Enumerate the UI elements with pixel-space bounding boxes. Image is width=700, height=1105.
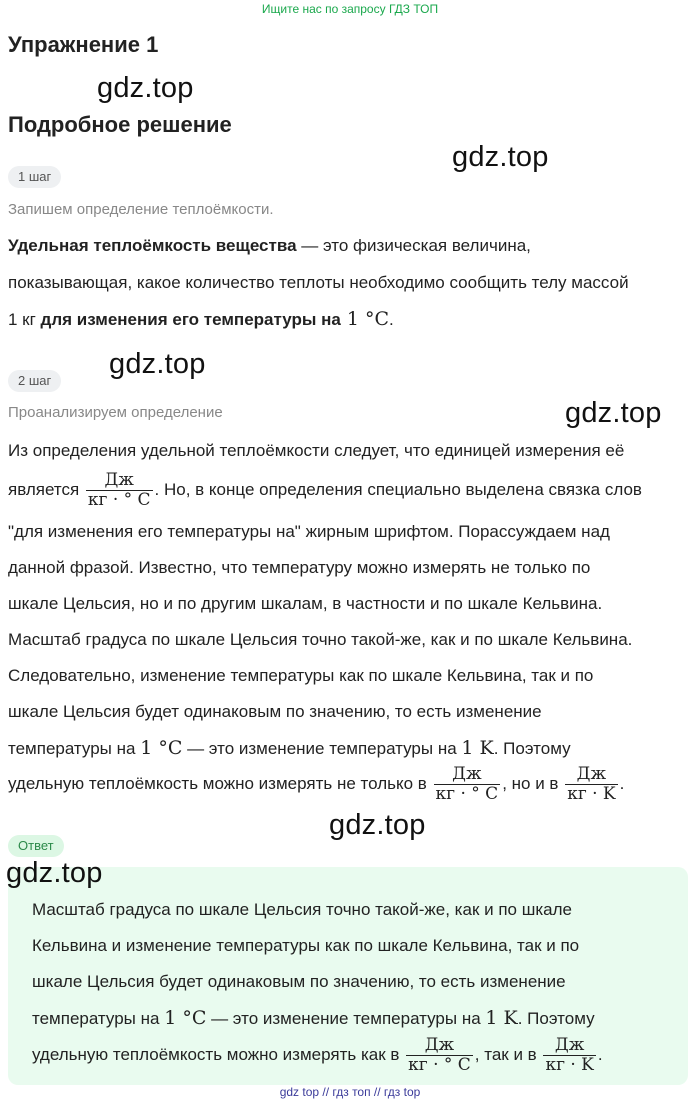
answer-line-4: [32, 1007, 595, 1030]
unit-fraction-c: [406, 1036, 473, 1075]
text: температуры на: [32, 1009, 165, 1028]
step-2-line-5: шкале Цельсия, но и по другим шкалам, в частности и по шкале Кельвина.: [8, 594, 603, 613]
text: температуры на: [8, 739, 141, 758]
step-1-line-1: [8, 235, 531, 257]
text: — это изменение температуры на: [182, 739, 462, 758]
fraction-denominator: кг · ° C: [87, 490, 151, 510]
unit-fraction-c: [86, 471, 153, 510]
fraction-denominator: кг · ° C: [435, 784, 499, 804]
watermark: gdz.top: [565, 397, 662, 429]
step-2-line-7: Следовательно, изменение температуры как по шкале Кельвина, так и по: [8, 666, 594, 685]
math-one-k: 1 K: [461, 737, 494, 759]
step-2-subtitle: Проанализируем определение: [8, 404, 223, 421]
solution-title: Подробное решение: [8, 112, 232, 137]
unit-fraction-c: [434, 765, 501, 804]
step-2-line-2: [8, 471, 642, 510]
text: .: [597, 1044, 603, 1064]
text: является: [8, 479, 84, 499]
math-one-c: 1 °C: [340, 308, 390, 330]
fraction-numerator: Дж: [452, 764, 482, 784]
step-2-chip-wrap: [8, 370, 61, 392]
math-one-k: 1 K: [485, 1007, 518, 1029]
definition-text: — это физическая величина,: [296, 236, 531, 255]
fraction-numerator: Дж: [424, 1035, 455, 1055]
text: . Поэтому: [517, 1009, 595, 1028]
step-1-line-2: показывающая, какое количество теплоты необходимо сообщить телу массой: [8, 273, 629, 292]
watermark: gdz.top: [329, 809, 426, 841]
step-2-line-8: шкале Цельсия будет одинаковым по значению, то есть изменение: [8, 702, 542, 721]
watermark: gdz.top: [97, 72, 194, 104]
step-1-line-3: [8, 308, 394, 331]
step-1-chip-wrap: [8, 166, 61, 188]
answer-line-5: [32, 1036, 603, 1075]
answer-line-2: Кельвина и изменение температуры как по шкале Кельвина, так и по: [32, 936, 580, 955]
watermark: gdz.top: [452, 141, 549, 173]
footer-links[interactable]: gdz top // гдз топ // гдз top: [279, 1085, 421, 1099]
fraction-numerator: Дж: [576, 764, 607, 784]
watermark: gdz.top: [109, 348, 206, 380]
text: удельную теплоёмкость можно измерять не только в: [8, 773, 432, 793]
answer-chip-wrap: [8, 835, 64, 857]
answer-chip: Ответ: [8, 835, 64, 857]
text: . Поэтому: [493, 739, 571, 758]
step-2-line-3: "для изменения его температуры на" жирным шрифтом. Порассуждаем над: [8, 522, 610, 541]
term-bold: Удельная теплоёмкость вещества: [8, 236, 297, 255]
fraction-numerator: Дж: [554, 1035, 585, 1055]
answer-line-3: шкале Цельсия будет одинаковым по значению, то есть изменение: [32, 972, 566, 991]
step-2-chip: 2 шаг: [8, 370, 61, 392]
search-note: Ищите нас по запросу ГДЗ ТОП: [261, 2, 439, 16]
step-2-line-9: [8, 737, 571, 760]
text: , так и в: [474, 1044, 542, 1064]
step-1-subtitle: Запишем определение теплоёмкости.: [8, 201, 274, 218]
fraction-denominator: кг · ° C: [408, 1055, 471, 1075]
step-2-line-10: [8, 765, 624, 804]
answer-line-1: Масштаб градуса по шкале Цельсия точно такой-же, как и по шкале: [32, 900, 572, 919]
math-one-c: 1 °C: [140, 737, 183, 759]
text: удельную теплоёмкость можно измерять как в: [32, 1044, 405, 1064]
exercise-title: Упражнение 1: [8, 32, 159, 57]
text: — это изменение температуры на: [206, 1009, 486, 1028]
step-2-line-4: данной фразой. Известно, что температуру можно измерять не только по: [8, 558, 591, 577]
step-2-line-1: Из определения удельной теплоёмкости следует, что единицей измерения её: [8, 441, 625, 460]
text: . Но, в конце определения специально выделена связка слов: [154, 479, 642, 499]
watermark: gdz.top: [6, 857, 103, 889]
text: .: [619, 773, 625, 793]
text: , но и в: [502, 773, 564, 793]
unit-fraction-k: [565, 765, 617, 804]
phrase-bold: для изменения его температуры на: [40, 310, 341, 329]
step-1-chip: 1 шаг: [8, 166, 61, 188]
step-2-line-6: Масштаб градуса по шкале Цельсия точно такой-же, как и по шкале Кельвина.: [8, 630, 633, 649]
mass-text: 1 кг: [8, 310, 41, 329]
fraction-denominator: кг · K: [567, 784, 616, 804]
unit-fraction-k: [543, 1036, 595, 1075]
fraction-denominator: кг · K: [545, 1055, 594, 1075]
period: .: [389, 310, 394, 329]
fraction-numerator: Дж: [104, 470, 134, 490]
math-one-c: 1 °C: [164, 1007, 207, 1029]
